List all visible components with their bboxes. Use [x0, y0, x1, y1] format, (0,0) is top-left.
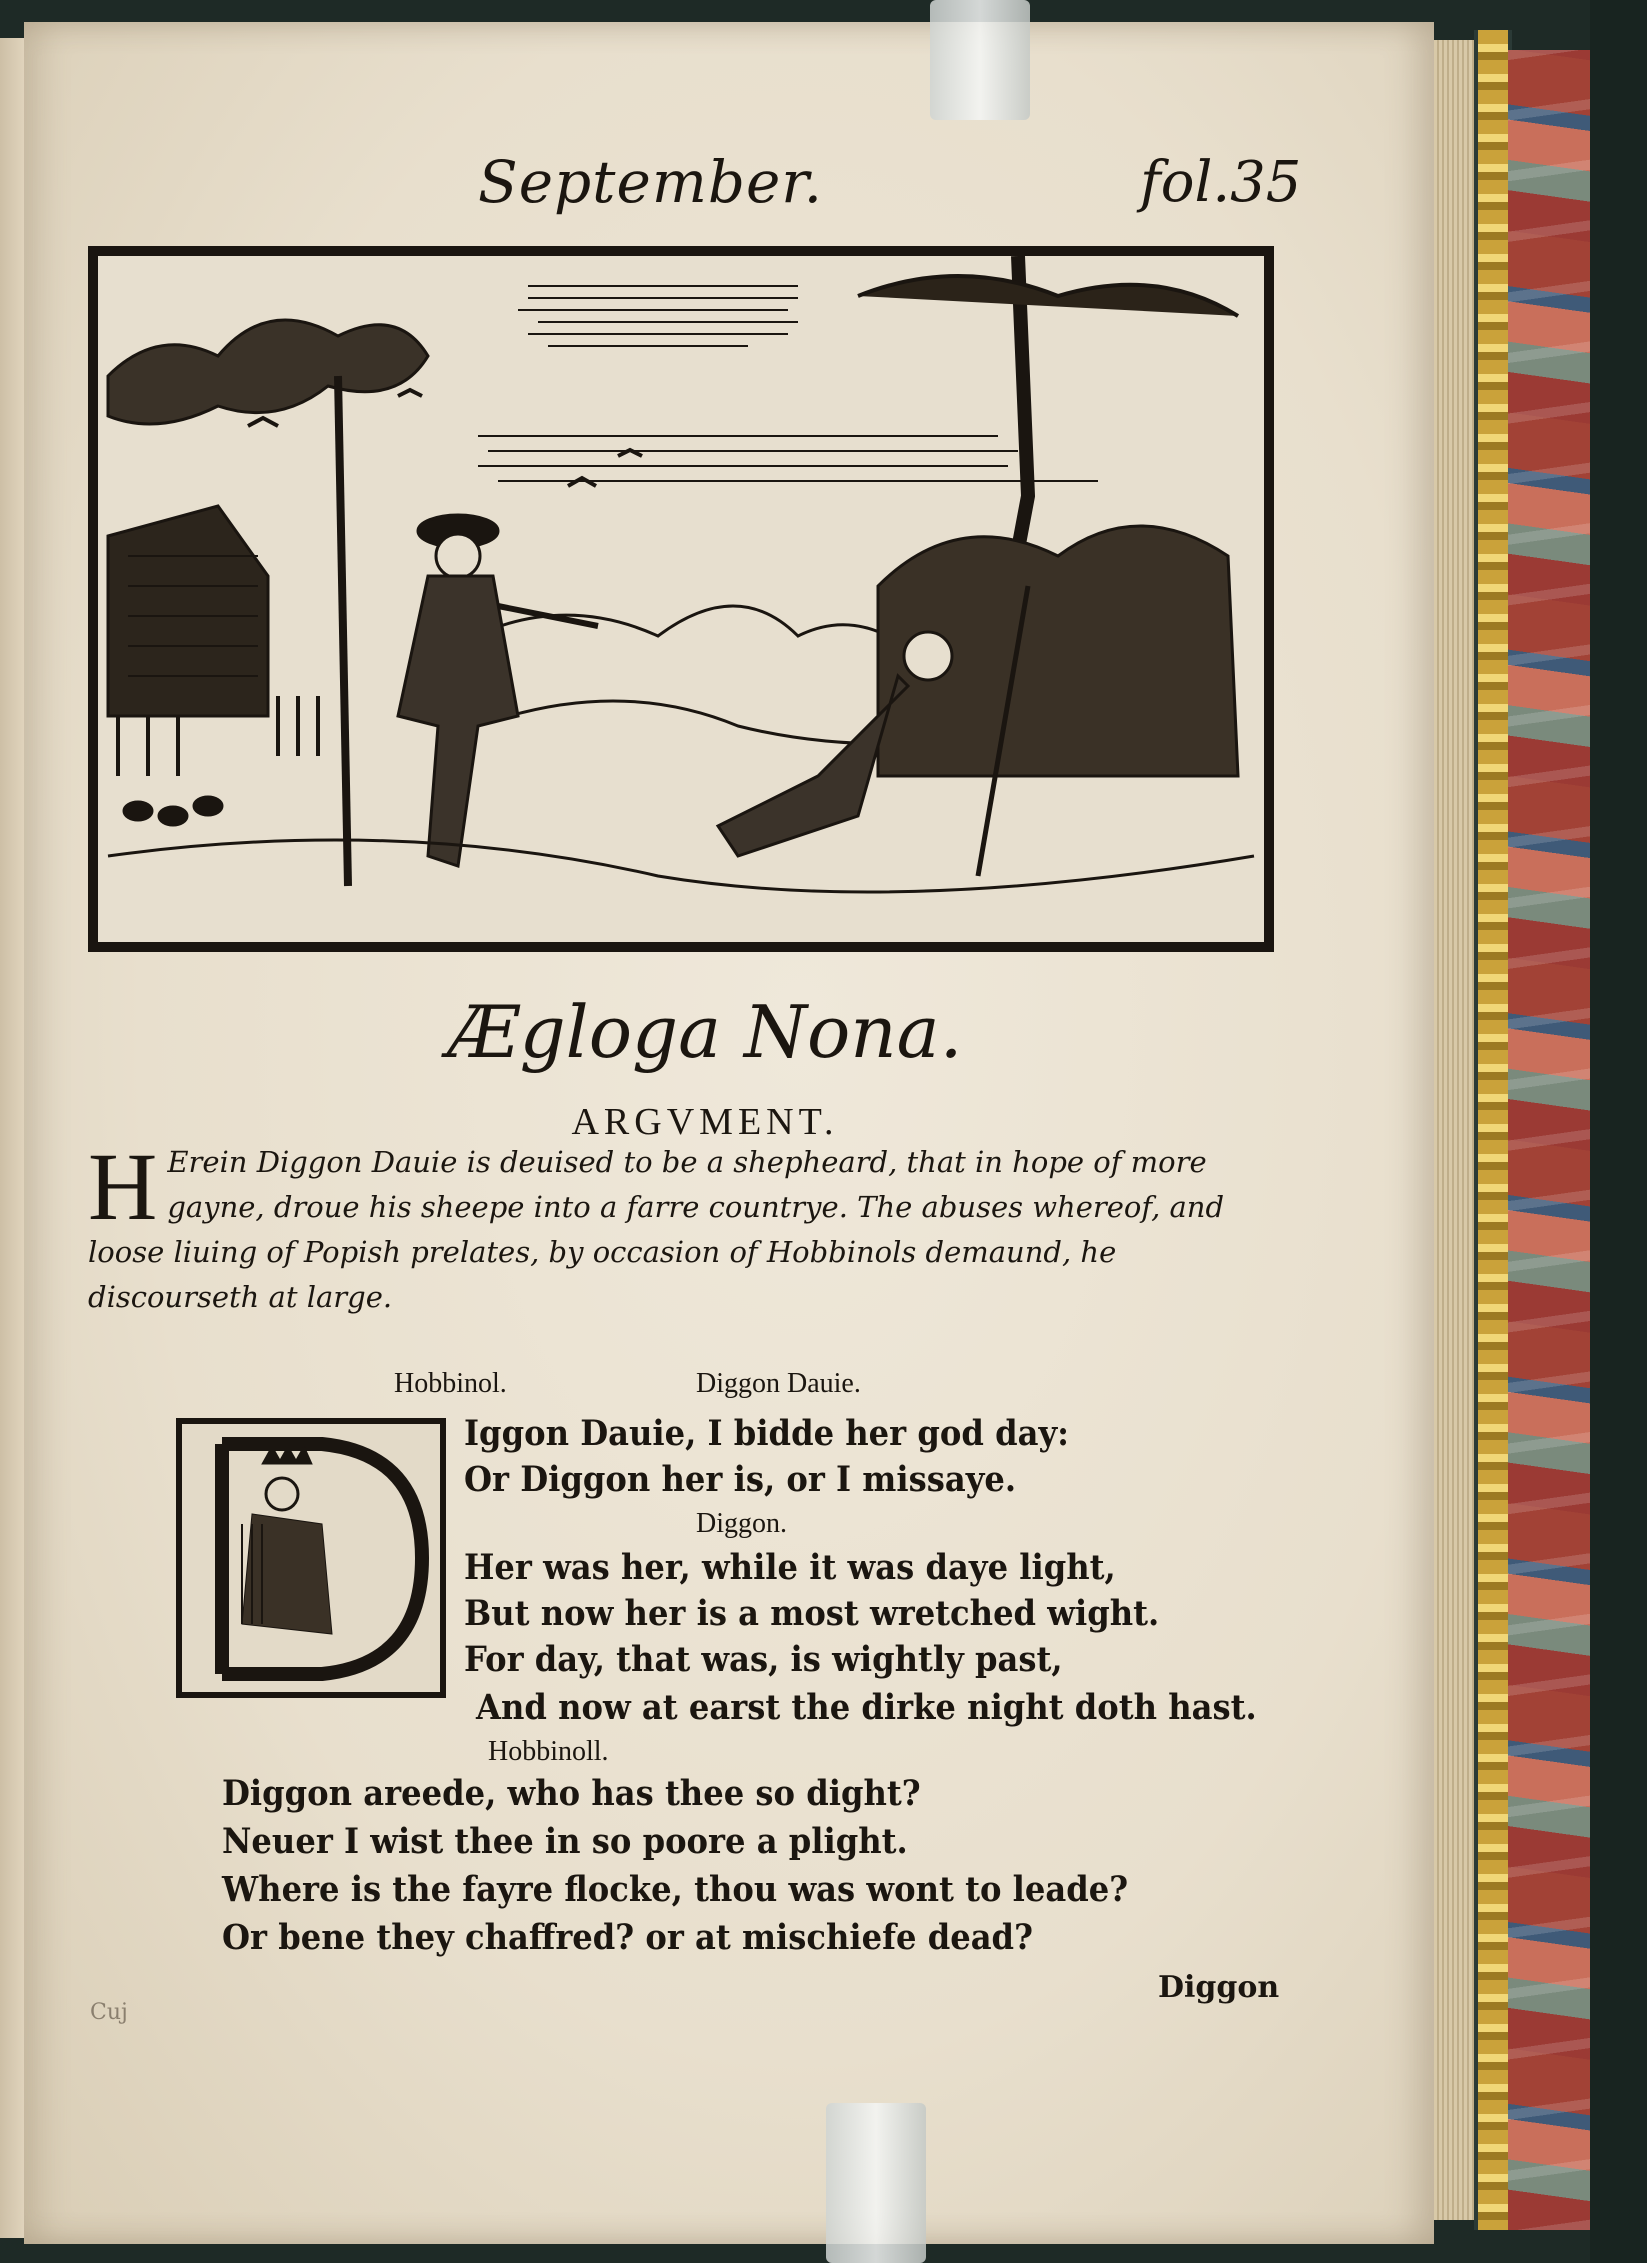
page-clip-bottom	[826, 2103, 926, 2263]
verse-line: Her was her, while it was daye light,	[464, 1547, 1116, 1588]
verse-line: Or Diggon her is, or I missaye.	[464, 1459, 1017, 1500]
argument-paragraph	[88, 1133, 1288, 1320]
drop-capital: H	[88, 1133, 158, 1240]
verse-line: Where is the fayre flocke, thou was wont to leade?	[222, 1869, 1129, 1910]
speaker-diggon: Diggon.	[696, 1508, 787, 1539]
speaker-hobbinol: Hobbinol.	[394, 1368, 507, 1399]
catchword: Diggon	[1158, 1970, 1280, 2005]
decorated-initial-d	[176, 1418, 446, 1698]
eclogue-title: Ægloga Nona.	[447, 990, 963, 1074]
gilt-edge-decoration	[1474, 30, 1512, 2230]
verse-line: But now her is a most wretched wight.	[464, 1593, 1160, 1634]
argument-text: Erein Diggon Dauie is deuised to be a shepheard, that in hope of more gayne, droue his sheepe into a farre countrye. The abuses whereof, and loose liuing of Popish prelates, by occasion of Hobbinols demaund, he discourseth at large.	[88, 1145, 1225, 1314]
verse-line: Diggon areede, who has thee so dight?	[222, 1773, 921, 1814]
page-clip-top	[930, 0, 1030, 120]
verse-line: Neuer I wist thee in so poore a plight.	[222, 1821, 908, 1862]
marbled-endpaper	[1508, 50, 1590, 2230]
folio-number: fol.35	[1140, 150, 1302, 215]
verse-line: Iggon Dauie, I bidde her god day:	[464, 1413, 1070, 1454]
speaker-diggon-dauie: Diggon Dauie.	[696, 1368, 861, 1399]
speaker-hobbinoll: Hobbinoll.	[488, 1736, 609, 1767]
running-head: September.	[478, 148, 824, 216]
verse-line: And now at earst the dirke night doth hast.	[476, 1687, 1257, 1728]
page-block-edge	[1434, 40, 1474, 2220]
verse-line: For day, that was, is wightly past,	[464, 1639, 1063, 1680]
binding-edge	[1590, 0, 1647, 2263]
verse-line: Or bene they chaffred? or at mischiefe dead?	[222, 1917, 1033, 1958]
argument-heading: ARGVMENT.	[571, 1101, 839, 1143]
woodcut-illustration	[88, 246, 1274, 952]
signature-mark: Cuj	[90, 2000, 128, 2025]
